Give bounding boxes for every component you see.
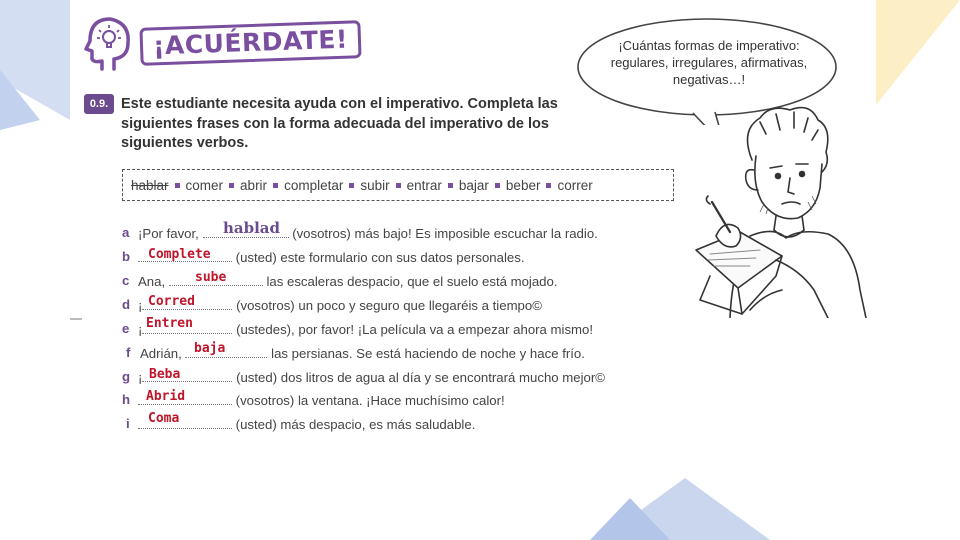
verb-item: completar bbox=[267, 178, 343, 193]
speech-bubble-text: ¡Cuántas formas de imperativo: regulares, irregulares, afirmativas, negativas…! bbox=[610, 38, 808, 87]
answer-a[interactable]: hablad bbox=[223, 219, 281, 237]
decor-bottom bbox=[590, 478, 780, 540]
instructions: Este estudiante necesita ayuda con el imperativo. Completa las siguientes frases con la forma adecuada del imperativo de los siguientes verbos. bbox=[121, 96, 558, 151]
answer-d[interactable]: Corred bbox=[148, 294, 195, 309]
bullet-icon bbox=[349, 183, 354, 188]
bullet-icon bbox=[448, 183, 453, 188]
verb-item: comer bbox=[169, 178, 224, 193]
bullet-icon bbox=[396, 183, 401, 188]
answer-b[interactable]: Complete bbox=[148, 247, 211, 262]
verb-item: entrar bbox=[390, 178, 442, 193]
verb-item: beber bbox=[489, 178, 541, 193]
answer-h[interactable]: Abrid bbox=[146, 389, 186, 404]
decor-top-right bbox=[868, 0, 960, 110]
bullet-icon bbox=[495, 183, 500, 188]
answer-i[interactable]: Coma bbox=[148, 411, 180, 426]
verb-item: subir bbox=[343, 178, 389, 193]
bullet-icon bbox=[229, 183, 234, 188]
verb-item: correr bbox=[540, 178, 592, 193]
student-illustration bbox=[690, 100, 870, 318]
answer-f[interactable]: baja bbox=[194, 341, 226, 356]
title-text: ¡ACUÉRDATE! bbox=[139, 20, 361, 66]
verb-item: hablar bbox=[131, 177, 169, 193]
verb-item: abrir bbox=[223, 178, 267, 193]
page-title bbox=[140, 24, 361, 62]
verb-box bbox=[122, 169, 674, 201]
bullet-icon bbox=[175, 183, 180, 188]
bullet-icon bbox=[546, 183, 551, 188]
lightbulb-head-icon bbox=[82, 13, 136, 71]
decor-dash bbox=[70, 318, 82, 320]
bullet-icon bbox=[273, 183, 278, 188]
answer-c[interactable]: sube bbox=[195, 270, 227, 285]
exercise-number: 0.9. bbox=[84, 94, 114, 114]
verb-item: bajar bbox=[442, 178, 489, 193]
answer-e[interactable]: Entren bbox=[146, 316, 193, 331]
answer-g[interactable]: Beba bbox=[149, 367, 181, 382]
